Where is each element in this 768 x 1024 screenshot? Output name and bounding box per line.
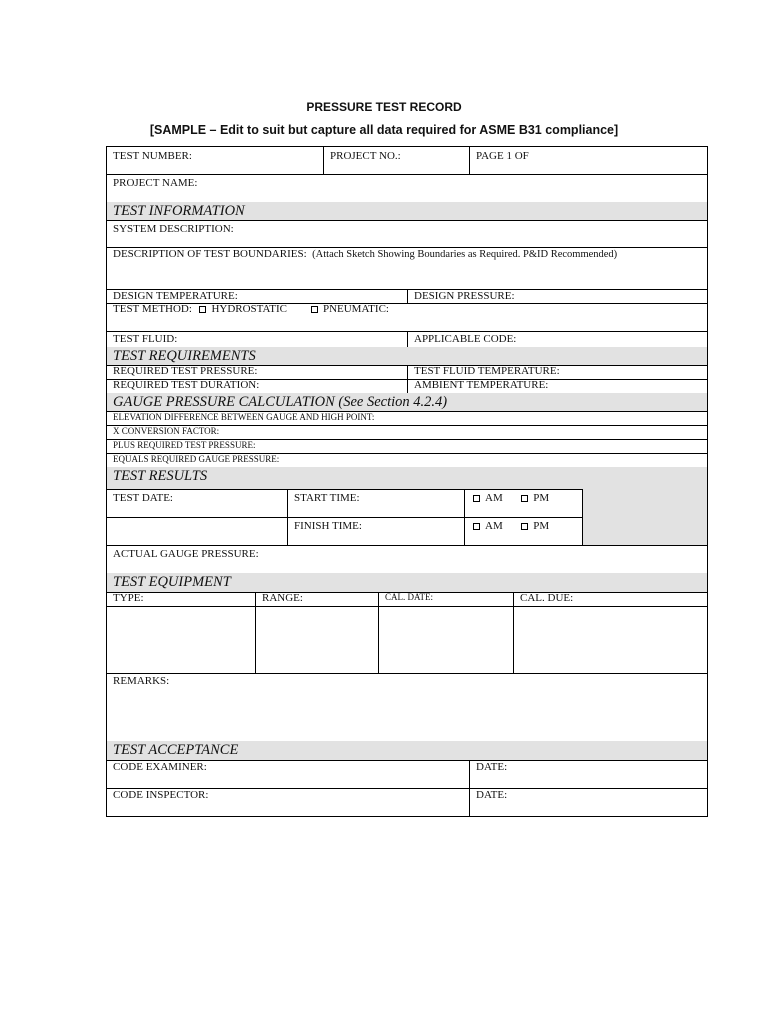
cal-due-entry-cell[interactable] [513, 606, 707, 673]
finish-shaded-cell [582, 517, 707, 545]
code-examiner-field[interactable] [107, 760, 470, 788]
col-cal-due: CAL. DUE: [513, 592, 707, 606]
test-date-label: TEST DATE: [113, 492, 173, 504]
test-method-row [106, 303, 708, 332]
equipment-entry-row [106, 606, 708, 674]
conversion-factor-label: X CONVERSION FACTOR: [113, 426, 220, 436]
code-inspector-field[interactable] [107, 788, 470, 816]
equals-pressure-label: EQUALS REQUIRED GAUGE PRESSURE: [113, 454, 280, 464]
remarks-label: REMARKS: [113, 675, 170, 687]
header-row [106, 146, 708, 175]
elevation-label: ELEVATION DIFFERENCE BETWEEN GAUGE AND HIGH POINT: [113, 412, 375, 422]
start-time-label: START TIME: [294, 492, 360, 504]
test-fluid-label: TEST FLUID: [113, 333, 178, 345]
finish-am-checkbox[interactable] [473, 523, 480, 530]
test-fluid-field[interactable] [107, 331, 408, 347]
test-number-label: TEST NUMBER: [113, 150, 192, 162]
test-boundaries-note: (Attach Sketch Showing Boundaries as Required. P&ID Recommended) [312, 249, 618, 260]
section-header-test-equipment: TEST EQUIPMENT [106, 573, 708, 593]
required-pressure-label: REQUIRED TEST PRESSURE: [113, 365, 258, 377]
finish-am-label: AM [485, 520, 503, 532]
code-examiner-label: CODE EXAMINER: [113, 761, 207, 773]
project-no-field[interactable] [323, 147, 469, 174]
examiner-date-field[interactable] [469, 760, 707, 788]
test-fluid-row [106, 331, 708, 348]
page-field[interactable] [469, 147, 709, 174]
fluid-temperature-label: TEST FLUID TEMPERATURE: [414, 365, 560, 377]
examiner-date-label: DATE: [476, 761, 508, 773]
required-duration-field[interactable] [107, 379, 408, 393]
test-boundaries-label: DESCRIPTION OF TEST BOUNDARIES: [113, 248, 307, 260]
start-am-checkbox[interactable] [473, 495, 480, 502]
actual-gauge-label: ACTUAL GAUGE PRESSURE: [113, 548, 259, 560]
design-row [106, 289, 708, 304]
test-date-field[interactable] [107, 489, 288, 517]
col-range: RANGE: [255, 592, 379, 606]
start-shaded-cell [582, 489, 707, 517]
start-pm-label: PM [533, 492, 550, 504]
results-row-start [106, 489, 708, 518]
code-inspector-row [106, 788, 708, 817]
equals-pressure-field[interactable] [106, 453, 708, 468]
start-pm-checkbox[interactable] [521, 495, 528, 502]
actual-gauge-field[interactable] [106, 545, 708, 574]
test-method-label: TEST METHOD: [113, 303, 192, 315]
section-header-test-acceptance: TEST ACCEPTANCE [106, 741, 708, 761]
project-name-field[interactable] [106, 174, 708, 203]
page-label: PAGE 1 OF [476, 150, 529, 162]
system-description-label: SYSTEM DESCRIPTION: [113, 223, 234, 235]
project-name-label: PROJECT NAME: [113, 177, 198, 189]
equipment-header-row [106, 592, 708, 607]
finish-time-field[interactable] [287, 517, 465, 545]
inspector-date-field[interactable] [469, 788, 707, 816]
finish-pm-checkbox[interactable] [521, 523, 528, 530]
pneumatic-checkbox[interactable] [311, 306, 318, 313]
cal-date-entry-cell[interactable] [378, 606, 514, 673]
design-pressure-label: DESIGN PRESSURE: [414, 290, 515, 302]
blank-date-cell[interactable] [107, 517, 288, 545]
ambient-temperature-label: AMBIENT TEMPERATURE: [414, 379, 549, 391]
code-examiner-row [106, 760, 708, 789]
design-temperature-label: DESIGN TEMPERATURE: [113, 290, 238, 302]
ambient-temperature-field[interactable] [407, 379, 707, 393]
requirements-row-1 [106, 365, 708, 380]
requirements-row-2 [106, 379, 708, 394]
finish-pm-label: PM [533, 520, 550, 532]
section-header-test-requirements: TEST REQUIREMENTS [106, 347, 708, 366]
pneumatic-label: PNEUMATIC: [322, 303, 389, 315]
col-cal-date: CAL. DATE: [378, 592, 514, 606]
test-number-field[interactable] [107, 147, 324, 174]
hydrostatic-label: HYDROSTATIC [211, 303, 287, 315]
start-time-field[interactable] [287, 489, 465, 517]
test-boundaries-field[interactable] [106, 247, 708, 290]
elevation-field[interactable] [106, 411, 708, 426]
plus-pressure-label: PLUS REQUIRED TEST PRESSURE: [113, 440, 256, 450]
finish-time-label: FINISH TIME: [294, 520, 362, 532]
section-header-test-information: TEST INFORMATION [106, 202, 708, 221]
design-pressure-field[interactable] [407, 289, 707, 303]
system-description-field[interactable] [106, 220, 708, 248]
inspector-date-label: DATE: [476, 789, 508, 801]
applicable-code-field[interactable] [407, 331, 707, 347]
page-subtitle: [SAMPLE – Edit to suit but capture all data required for ASME B31 compliance] [149, 123, 619, 137]
project-no-label: PROJECT NO.: [330, 150, 401, 162]
applicable-code-label: APPLICABLE CODE: [414, 333, 517, 345]
section-header-gauge-calculation: GAUGE PRESSURE CALCULATION (See Section 4.2.4) [106, 393, 708, 412]
required-duration-label: REQUIRED TEST DURATION: [113, 379, 260, 391]
page-title: PRESSURE TEST RECORD [306, 100, 462, 114]
remarks-field[interactable] [106, 673, 708, 742]
results-row-finish [106, 517, 708, 546]
fluid-temperature-field[interactable] [407, 365, 707, 379]
design-temperature-field[interactable] [107, 289, 408, 303]
col-type: TYPE: [113, 592, 144, 604]
plus-pressure-field[interactable] [106, 439, 708, 454]
range-entry-cell[interactable] [255, 606, 379, 673]
section-header-test-results: TEST RESULTS [106, 467, 708, 490]
pressure-test-form [106, 146, 708, 817]
type-entry-cell[interactable] [107, 606, 256, 673]
code-inspector-label: CODE INSPECTOR: [113, 789, 209, 801]
required-pressure-field[interactable] [107, 365, 408, 379]
conversion-factor-field[interactable] [106, 425, 708, 440]
hydrostatic-checkbox[interactable] [199, 306, 206, 313]
start-am-label: AM [485, 492, 503, 504]
